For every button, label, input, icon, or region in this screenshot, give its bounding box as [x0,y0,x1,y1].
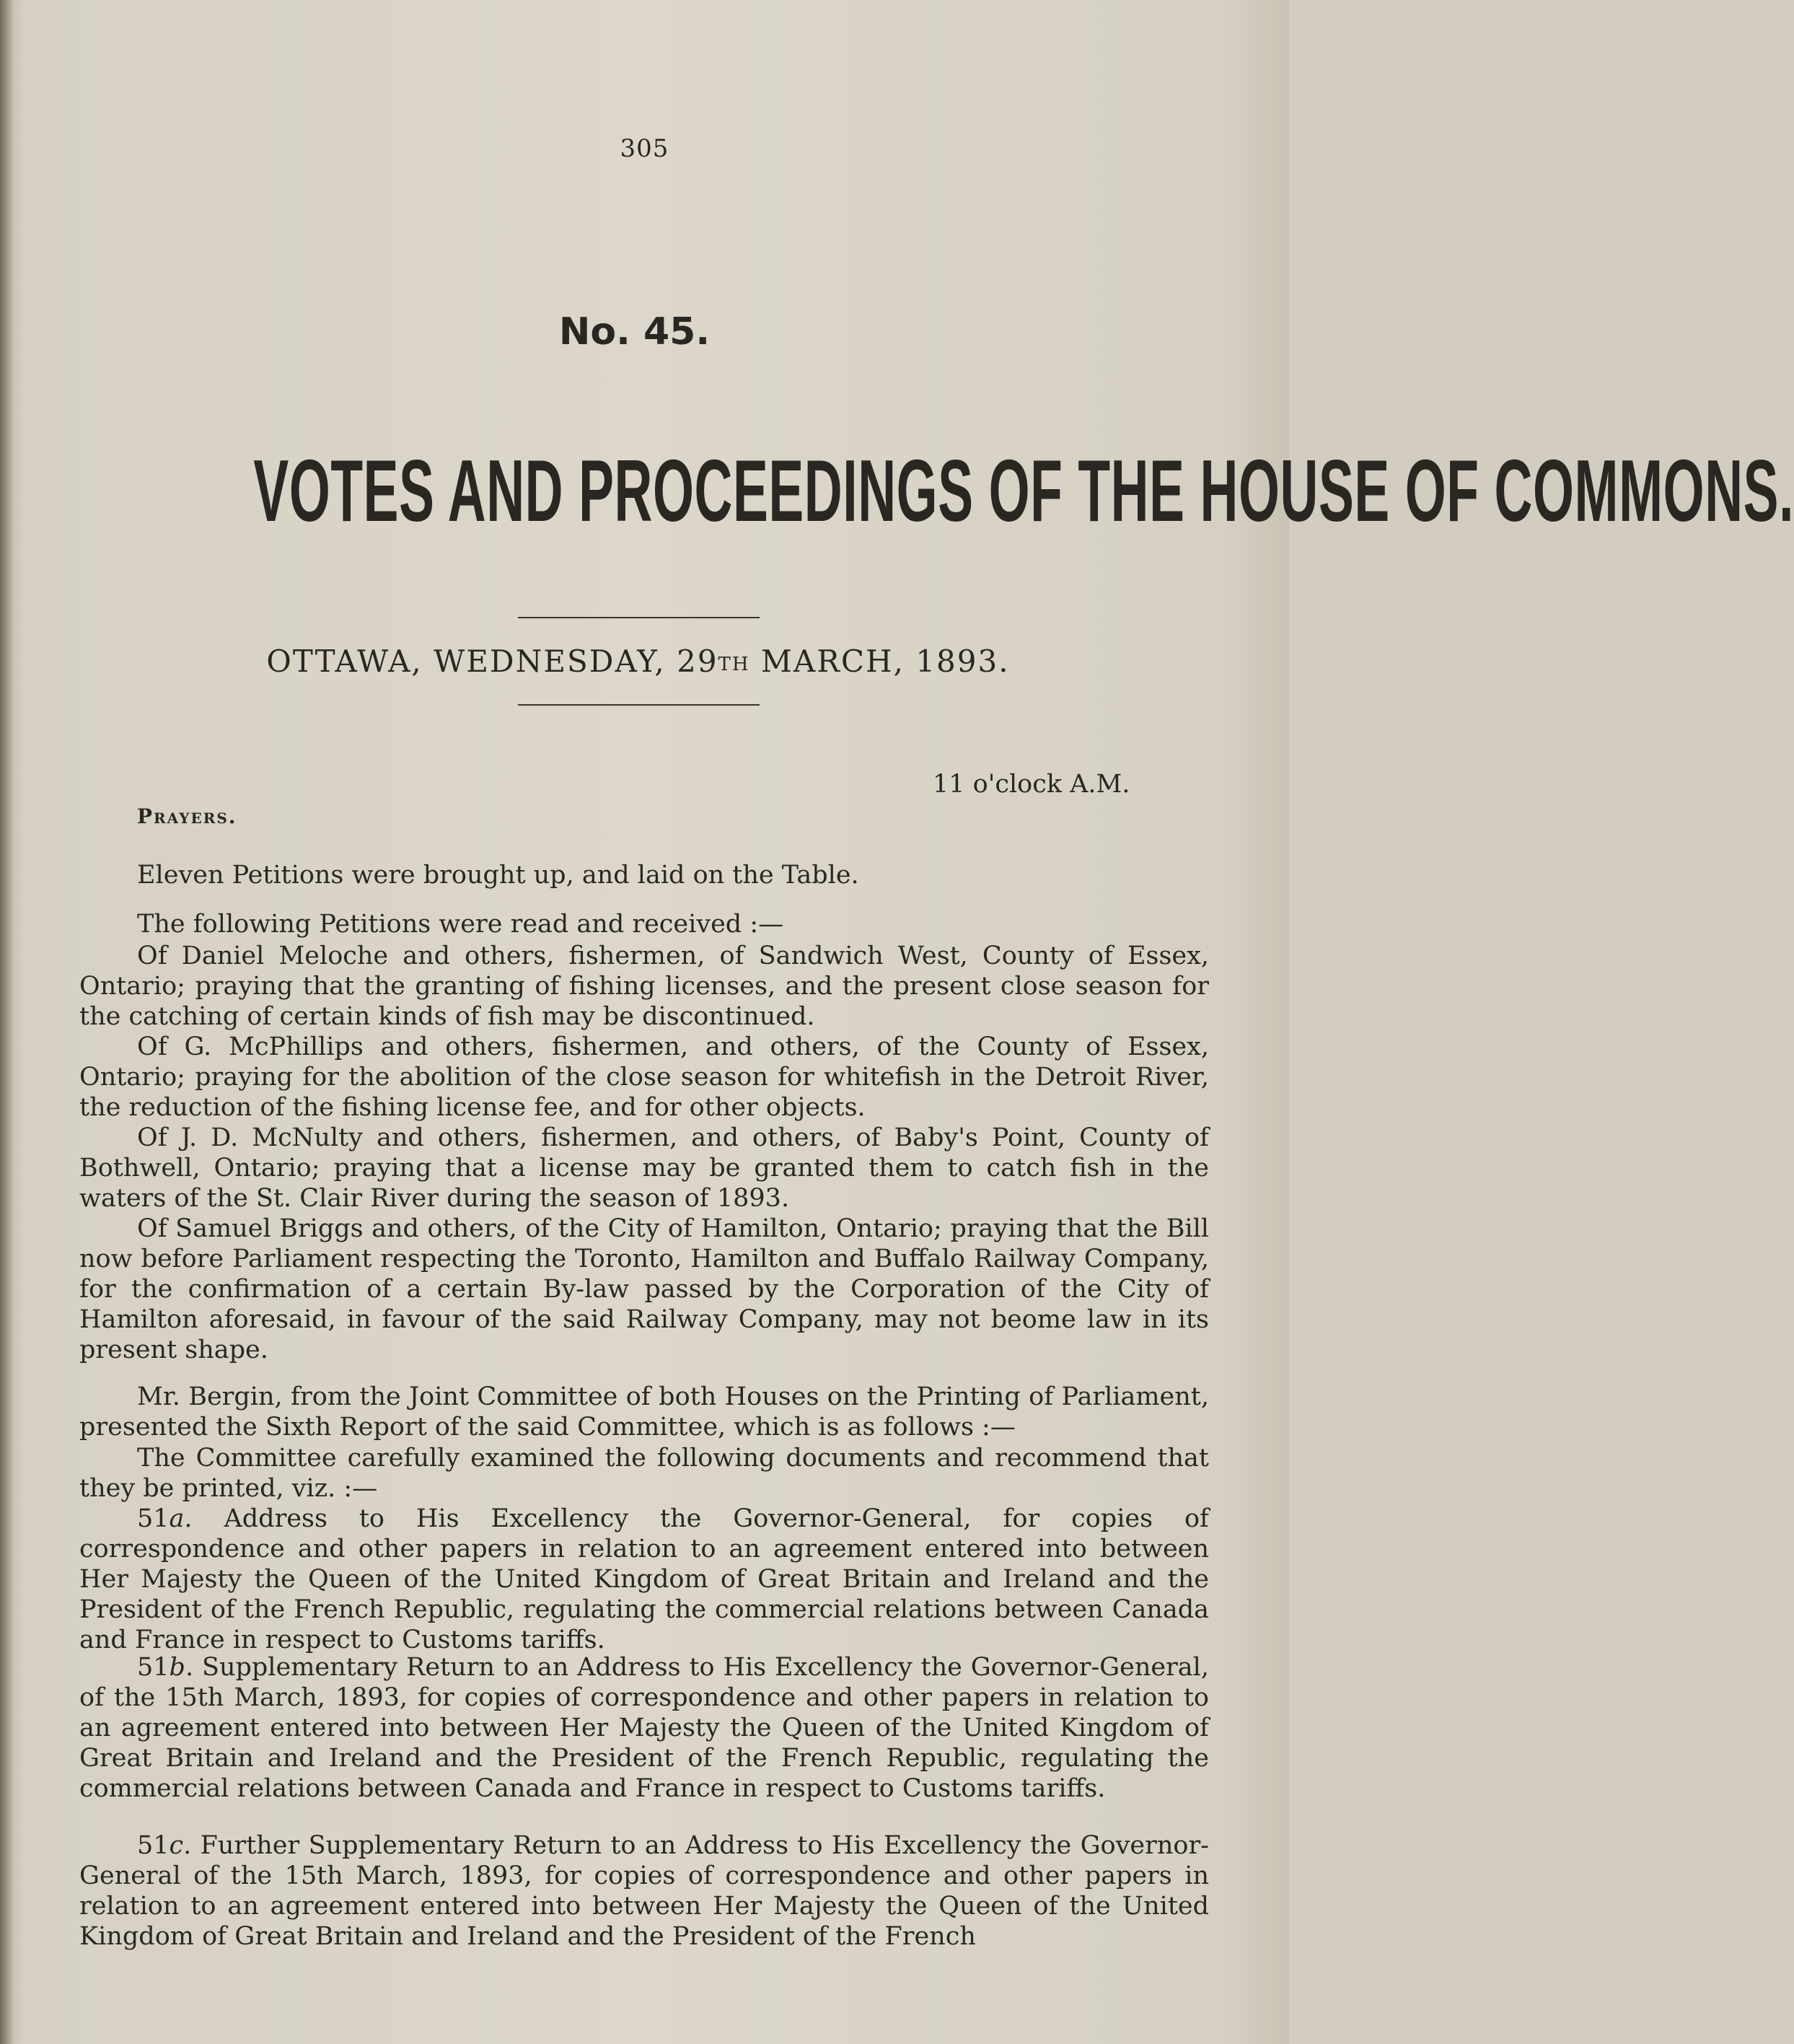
page-number: 305 [620,134,669,163]
document-text: Supplementary Return to an Address to His Excellency the Governor-General, of the 15th March, 1893, for copies of correspondence and other papers in relation to an agreement entered into between Her Majesty the Queen of the United Kingdom of Great Britain and Ireland and the President of the French Republic, regulating the commercial relations between Canada and France in respect to Customs tariffs. [79,1653,1209,1803]
dateline [0,644,1283,679]
prayers-heading: Prayers. [137,804,237,828]
dateline-suffix: MARCH, 1893. [749,644,1010,679]
document-51a [79,1504,1209,1655]
paragraph-committee [79,1443,1209,1504]
document-text: Address to His Excellency the Governor-General, for copies of correspondence and other papers in relation to an agreement entered into between Her Majesty the Queen of the United Kingdom of Great Britain and Ireland and the President of the French Republic, regulating the commercial relations between Canada and France in respect to Customs tariffs. [79,1504,1209,1654]
document-text: Further Supplementary Return to an Address to His Excellency the Governor-General of the 15th March, 1893, for copies of correspondence and other papers in relation to an agreement entered into between Her Majesty the Queen of the United Kingdom of Great Britain and Ireland and the President of the French [79,1831,1209,1951]
document-label: 51a. [137,1504,193,1533]
paragraph-bergin-report [79,1382,1209,1442]
document-51b [79,1652,1209,1804]
document-label: 51c. [137,1831,192,1860]
paragraph-text: The Committee carefully examined the following documents and recommend that they be printed, viz. :— [79,1444,1209,1503]
paragraph-text: Eleven Petitions were brought up, and laid on the Table. [137,861,859,890]
petition-mcphillips [79,1032,1209,1123]
document-51c [79,1830,1209,1952]
paragraph-text: The following Petitions were read and received :— [137,910,784,939]
page-binding-edge [0,0,14,2044]
document-label: 51b. [137,1653,194,1682]
sitting-time: 11 o'clock A.M. [933,770,1130,799]
divider-top [518,617,760,618]
paragraph-following-petitions [79,909,1209,939]
page-title: VOTES AND PROCEEDINGS OF THE HOUSE OF COMMONS. [253,442,1794,540]
divider-bottom [518,704,760,706]
petition-briggs [79,1214,1209,1365]
petition-mcnulty [79,1123,1209,1214]
dateline-superscript: TH [718,654,750,675]
paragraph-eleven-petitions [79,860,1209,890]
paragraph-text: Of J. D. McNulty and others, fishermen, and others, of Baby's Point, County of Bothwell, Ontario; praying that a license may be granted them to catch fish in the waters of the St. Clair River during the season of 1893. [79,1123,1209,1213]
paragraph-text: Of G. McPhillips and others, fishermen, and others, of the County of Essex, Ontario; praying for the abolition of the close season for whitefish in the Detroit River, the reduction of the fishing license fee, and for other objects. [79,1032,1209,1122]
petition-meloche [79,941,1209,1032]
paragraph-text: Of Samuel Briggs and others, of the City of Hamilton, Ontario; praying that the Bill now before Parliament respecting the Toronto, Hamilton and Buffalo Railway Company, for the confirmation of a certain By-law passed by the Corporation of the City of Hamilton aforesaid, in favour of the said Railway Company, may not beome law in its present shape. [79,1214,1209,1364]
dateline-prefix: OTTAWA, WEDNESDAY, 29 [266,644,718,679]
issue-number: No. 45. [558,310,711,354]
paragraph-text: Of Daniel Meloche and others, fishermen, of Sandwich West, County of Essex, Ontario; praying that the granting of fishing licenses, and the present close season for the catching of certain kinds of fish may be discontinued. [79,942,1209,1031]
paragraph-text: Mr. Bergin, from the Joint Committee of both Houses on the Printing of Parliament, presented the Sixth Report of the said Committee, which is as follows :— [79,1382,1209,1442]
